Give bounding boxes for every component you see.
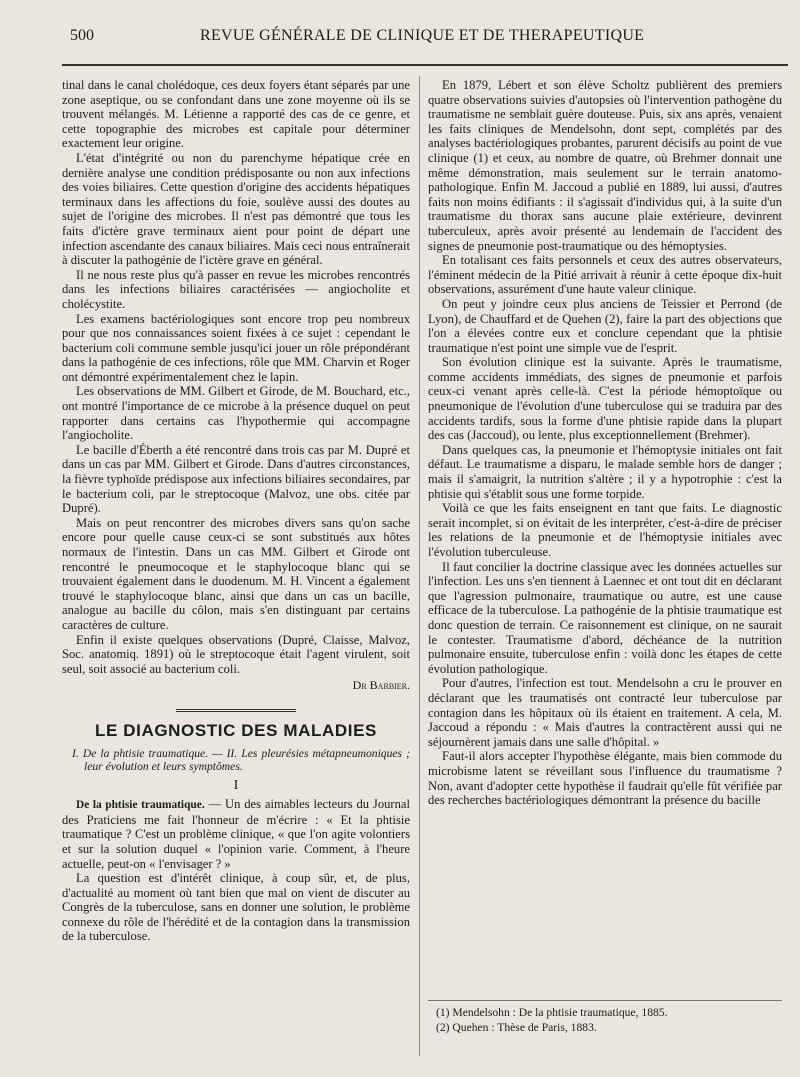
paragraph: En totalisant ces faits personnels et ceux des autres observateurs, l'éminent médecin de la Pitié arrivait à réunir à cette époque dix-huit observations, assurément d'une haute valeur clinique. [428,253,782,297]
footnote-rule [428,1000,782,1001]
paragraph: Voilà ce que les faits enseignent en tant que faits. Le diagnostic serait incomplet, si on évitait de les interpréter, c'est-à-dire de préciser les relations de la pneumonie et de l'hémoptysie initiales avec l'évolution tuberculeuse. [428,501,782,559]
paragraph: La question est d'intérêt clinique, à coup sûr, et, de plus, d'actualité au moment où tant bien que mal on vient de discuter au Congrès de la tuberculose, sans en donner une solution, le problème connexe du rôle de l'hérédité et de la contagion dans la transmission de la tuberculose. [62,871,410,944]
paragraph: Il faut concilier la doctrine classique avec les données actuelles sur l'infection. Les uns s'en tiennent à Laennec et ont tout dit en déclarant que l'agression pulmonaire, traumatique ou autre, est une cause efficace de la tuberculose. La pathogénie de la phtisie traumatique est donc question de terrain. Ce raisonnement est clinique, on ne saurait le contester. Traumatisme d'abord, déchéance de la nutrition pulmonaire ensuite, tuberculose enfin : voilà donc les étapes de cette évolution pathologique. [428,559,782,676]
footnote: (1) Mendelsohn : De la phtisie traumatique, 1885. [436,1006,668,1019]
paragraph: L'état d'intégrité ou non du parenchyme hépatique crée en dernière analyse une condition prédisposante ou non aux infections des voies biliaires. Cette question d'origine des accidents hépatiques terminaux dans les affections du foie, soulève aussi des doutes au sujet de l'origine des microbes. Il n'est pas démontré que tous les faits d'ictère grave terminaux aient pour point de départ une infection ascendante des canaux biliaires. Mais ceci nous entraînerait à discuter la pathogénie de l'ictère grave en général. [62,150,410,268]
paragraph: Les examens bactériologiques sont encore trop peu nombreux pour que nos connaissances soient fixées à ce sujet : cependant le bacterium coli commune semble jusqu'ici jouer un rôle prépondérant dans la pathogénie de ces infections, rôle que MM. Charvin et Roger ont démontré expérimentalement chez le lapin. [62,311,410,384]
page-header [70,27,786,53]
header-rule [62,64,788,66]
paragraph: Les observations de MM. Gilbert et Girode, de M. Bouchard, etc., ont montré l'importance de ce microbe à la présence duquel on peut rapporter dans certains cas l'hypothermie qui accompagne l'angiocholite. [62,384,410,443]
paragraph: On peut y joindre ceux plus anciens de Teissier et Perrond (de Lyon), de Chauffard et de Quehen (2), faire la part des objections que l'on a élevées contre eux et conclure cependant que la phtisie traumatique n'est point une simple vue de l'esprit. [428,296,782,355]
section-summary: I. De la phtisie traumatique. — II. Les pleurésies métapneumoniques ; leur évolution et leurs symptômes. [72,746,410,773]
footnotes [428,1000,782,1035]
paragraph: Faut-il alors accepter l'hypothèse élégante, mais bien commode du microbisme latent se réveillant sous l'influence du traumatisme ? Non, avant d'adopter cette hypothèse il faudrait qu'elle fût vérifiée par des recherches bactériologiques démontrant la présence du bacille [428,749,782,808]
paragraph [62,797,410,871]
paragraph: Il ne nous reste plus qu'à passer en revue les microbes rencontrés dans les infections biliaires caractérisées — angiocholite et cholécystite. [62,267,410,311]
paragraph: Pour d'autres, l'infection est tout. Mendelsohn a cru le prouver en déclarant que les traumatisés ont contracté leur tuberculose par contagion dans les hôpitaux où ils étaient en traitement. A cela, M. Jaccoud a répondu : « Mais d'autres la contractèrent aussi qui ne séjournèrent jamais dans une salle d'hôpital. » [428,676,782,749]
section-rule [176,709,296,714]
running-title: REVUE GÉNÉRALE DE CLINIQUE ET DE THERAPEUTIQUE [200,27,645,44]
footnote: (2) Quehen : Thèse de Paris, 1883. [436,1021,597,1034]
column-divider [419,76,420,1056]
paragraph: Son évolution clinique est la suivante. Après le traumatisme, comme accidents immédiats, des signes de pneumonie et parfois ceux-ci venant après celle-là. C'est la période hémoptoïque ou pneumonique de l'évolution d'une tuberculose qui se traduira par des accidents tardifs, sous la forme d'une phtisie rapide dans la plupart des cas (Jaccoud), ou lente, plus exceptionnellement (Brehmer). [428,355,782,443]
left-column [62,78,410,944]
paragraph: Le bacille d'Éberth a été rencontré dans trois cas par M. Dupré et dans un cas par MM. Gilbert et Girode. Dans d'autres circonstances, la fièvre typhoïde prédispose aux infections biliaires secondaires, par le bacterium coli, par le streptocoque (Malvoz, une obs. citée par Dupré). [62,442,410,516]
paragraph: En 1879, Lébert et son élève Scholtz publièrent des premiers quatre observations suivies d'autopsies où l'intervention pathogène du traumatisme ne semblait guère douteuse. Puis, six ans après, venaient les faits cliniques de Mendelsohn, dont sept, complétés par des analyses bactériologiques probantes, parurent décisifs au point de vue clinique (1) et ceux, au nombre de quatre, où Brehmer donnait une même démonstration, mais seulement sur le terrain anatomo-pathologique. Enfin M. Jaccoud a publié en 1889, lui aussi, d'autres faits non moins édifiants : il s'agissait d'individus qui, à la suite d'un traumatisme du thorax sans aucune plaie extérieure, devinrent tuberculeux, après avoir présenté au lendemain de l'accident des signes de pneumonie post-traumatique ou des hémoptysies. [428,78,782,253]
runin-heading: De la phtisie traumatique. [76,799,205,812]
paragraph: Enfin il existe quelques observations (Dupré, Claisse, Malvoz, Soc. anatomiq. 1891) où le streptocoque était l'agent virulent, soit seul, soit associé au bacterium coli. [62,632,410,676]
paragraph: Mais on peut rencontrer des microbes divers sans qu'on sache encore pour quelle cause ceux-ci se sont substitués aux hôtes normaux de l'intestin. Dans un cas MM. Gilbert et Girode ont rencontré le pneumocoque et le staphylocoque blanc qui se trouvaient également dans le duodenum. M. H. Vincent a également trouvé le staphylocoque blanc, ainsi que dans un cas un bacille, analogue au bacille du côlon, mais s'en distinguant par certains caractères de culture. [62,515,410,632]
section-title: LE DIAGNOSTIC DES MALADIES [95,720,377,740]
right-column [428,78,782,808]
paragraph-text: — Un des aimables lecteurs du Journal des Praticiens me fait l'honneur de m'écrire : « Et la phtisie traumatique ? C'est un problème clinique, « que l'on agite volontiers et sur la solution duquel « l'opinion varie. Comment, à l'heure actuelle, peut-on « l'envisager ? » [62,797,410,871]
section-numeral: I [233,777,239,793]
author-signature: Dr Barbier. [352,678,410,693]
page-number: 500 [70,27,94,44]
paragraph: tinal dans le canal cholédoque, ces deux foyers étant séparés par une zone aseptique, ou se confondant dans une zone moyenne où ils se trouvent mélangés. M. Létienne a rapporté des cas de ce genre, et cette topographie des microbes est capitale pour déterminer exactement leur origine. [62,78,410,151]
paragraph: Dans quelques cas, la pneumonie et l'hémoptysie initiales ont fait défaut. Le traumatisme a disparu, le malade semble hors de danger ; mais il s'amaigrit, la nutrition s'altère ; il y a hypotrophie : c'est la phtisie qui s'établit sous une forme torpide. [428,442,782,501]
